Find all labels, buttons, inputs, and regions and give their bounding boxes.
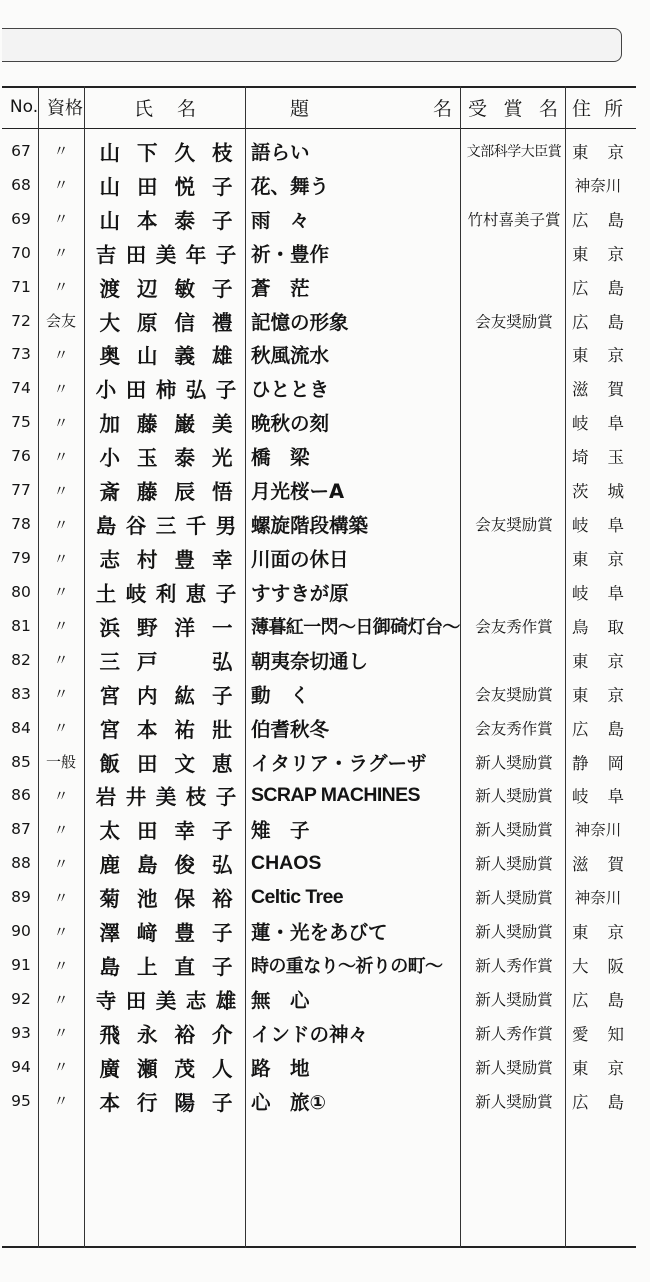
entry-address: 神奈川 (574, 176, 622, 195)
entry-name: 加 藤 巌 美 (99, 412, 233, 437)
entry-award: 文部科学大臣賞 (466, 143, 562, 160)
entry-award: 新人奨励賞 (475, 1058, 553, 1077)
entry-qualification: 〃 (53, 345, 69, 364)
entry-qualification: 〃 (53, 549, 69, 568)
table-row (0, 846, 650, 880)
entry-name: 岩 井 美 枝 子 (95, 785, 237, 810)
table-row (0, 914, 650, 948)
entry-number: 75 (11, 413, 31, 432)
entry-name: 三 戸 弘 (99, 649, 233, 674)
header-award-char: 賞 (503, 97, 523, 120)
entry-name: 飛 永 裕 介 (99, 1022, 233, 1047)
entry-number: 76 (11, 447, 31, 466)
table-row (0, 643, 650, 677)
header-name-char: 氏 (134, 97, 154, 120)
header-no-label: No. (9, 97, 39, 117)
table-row (0, 236, 650, 270)
entry-award: 新人秀作賞 (475, 1024, 553, 1043)
entry-address: 岐 阜 (572, 787, 624, 807)
entry-title: 伯耆秋冬 (251, 717, 330, 741)
table-bottom-rule (2, 1246, 636, 1248)
entry-title: 路 地 (251, 1056, 310, 1080)
header-qualification (44, 88, 86, 126)
entry-address: 茨 城 (572, 482, 624, 502)
entry-address: 東 京 (572, 244, 624, 264)
entry-award: 新人奨励賞 (475, 855, 553, 874)
entry-qualification: 〃 (53, 583, 69, 602)
entry-qualification: 〃 (53, 617, 69, 636)
entry-qualification: 会友 (45, 312, 76, 331)
entry-number: 91 (11, 956, 31, 975)
entry-number: 81 (11, 616, 31, 635)
entry-title: 橋 梁 (251, 446, 310, 470)
entry-award: 新人奨励賞 (475, 1092, 553, 1111)
entry-address: 埼 玉 (572, 448, 624, 468)
entry-number: 68 (11, 175, 31, 194)
entry-title: すすきが原 (251, 581, 349, 605)
table-row (0, 880, 650, 914)
entry-title: 心 旅① (251, 1090, 327, 1114)
entry-number: 87 (11, 820, 31, 839)
entry-address: 東 京 (572, 346, 624, 366)
entry-number: 82 (11, 650, 31, 669)
table-row (0, 405, 650, 439)
table-row (0, 1016, 650, 1050)
entry-address: 神奈川 (574, 821, 622, 840)
entry-title: 蓮・光をあびて (251, 921, 388, 945)
entry-qualification: 〃 (53, 379, 69, 398)
entry-award (464, 270, 564, 304)
entry-address: 広 島 (572, 719, 624, 739)
entry-title: 川面の休日 (251, 548, 349, 572)
entry-number: 80 (11, 582, 31, 601)
entry-number: 86 (11, 786, 31, 805)
table-row (0, 779, 650, 813)
entry-qualification: 〃 (53, 888, 69, 907)
entry-title: CHAOS (251, 851, 322, 874)
table-row (0, 507, 650, 541)
header-address-char: 住 (572, 97, 592, 120)
entry-address: 岐 阜 (572, 414, 624, 434)
entry-title: 晩秋の刻 (251, 412, 330, 436)
entry-number: 94 (11, 1057, 31, 1076)
entry-qualification: 〃 (53, 786, 69, 805)
header-award-char: 名 (538, 97, 558, 120)
entry-address: 大 阪 (572, 957, 624, 977)
entry-title: SCRAP MACHINES (251, 783, 420, 806)
table-row (0, 575, 650, 609)
entry-address: 東 京 (572, 923, 624, 943)
entry-name: 本 行 陽 子 (99, 1090, 233, 1115)
header-bottom-rule (2, 128, 636, 129)
entry-qualification: 〃 (53, 990, 69, 1009)
entry-qualification: 〃 (53, 447, 69, 466)
entry-award: 竹村喜美子賞 (467, 210, 561, 229)
table-row (0, 304, 650, 338)
entry-number: 88 (11, 854, 31, 873)
entry-address: 東 京 (572, 142, 624, 162)
entry-name: 太 田 幸 子 (99, 819, 233, 844)
entry-qualification: 〃 (53, 210, 69, 229)
header-name (90, 88, 240, 126)
entry-award (464, 236, 564, 270)
entry-name: 山 下 久 枝 (99, 140, 233, 165)
table-row (0, 473, 650, 507)
entry-award: 会友奨励賞 (475, 312, 553, 331)
entry-qualification: 〃 (53, 413, 69, 432)
entry-qualification: 〃 (53, 278, 69, 297)
entry-qualification: 〃 (53, 956, 69, 975)
entry-qualification: 〃 (53, 719, 69, 738)
entry-qualification: 〃 (53, 922, 69, 941)
entry-qualification: 〃 (53, 651, 69, 670)
header-address-char: 所 (603, 97, 623, 120)
entry-name: 小 玉 泰 光 (99, 446, 233, 471)
table-row (0, 168, 650, 202)
entry-address: 愛 知 (572, 1024, 624, 1044)
entry-address: 静 岡 (572, 753, 624, 773)
entry-number: 93 (11, 1023, 31, 1042)
header-title-char: 名 (432, 97, 452, 120)
entry-award: 新人奨励賞 (475, 923, 553, 942)
entry-address: 岐 阜 (572, 583, 624, 603)
header-award-char: 受 (468, 97, 488, 120)
entry-name: 鹿 島 俊 弘 (99, 853, 233, 878)
entry-title: 雉 子 (251, 819, 310, 843)
entry-award (464, 473, 564, 507)
entry-award: 新人奨励賞 (475, 889, 553, 908)
entry-list (0, 134, 650, 1118)
header-band (2, 28, 622, 62)
entry-award (464, 643, 564, 677)
entry-qualification: 〃 (53, 854, 69, 873)
entry-qualification: 〃 (53, 1058, 69, 1077)
entry-address: 神奈川 (574, 889, 622, 908)
entry-address: 滋 賀 (572, 380, 624, 400)
header-address (569, 88, 627, 126)
header-name-char: 名 (176, 97, 196, 120)
entry-number: 83 (11, 684, 31, 703)
entry-qualification: 〃 (53, 1092, 69, 1111)
entry-number: 69 (11, 209, 31, 228)
table-row (0, 982, 650, 1016)
entry-qualification: 〃 (53, 142, 69, 161)
entry-name: 寺 田 美 志 雄 (95, 989, 237, 1013)
entry-award: 新人奨励賞 (475, 821, 553, 840)
entry-award: 新人奨励賞 (475, 991, 553, 1009)
entry-address: 広 島 (572, 210, 624, 230)
table-row (0, 677, 650, 711)
entry-title: 朝夷奈切通し (251, 649, 369, 673)
entry-number: 90 (11, 922, 31, 941)
table-row (0, 711, 650, 745)
entry-address: 広 島 (572, 991, 624, 1010)
entry-qualification: 〃 (53, 515, 69, 534)
entry-number: 74 (11, 379, 31, 398)
entry-number: 95 (11, 1091, 31, 1110)
entry-name: 廣 瀬 茂 人 (99, 1056, 233, 1081)
entry-name: 菊 池 保 裕 (99, 887, 233, 912)
entry-address: 東 京 (572, 1058, 624, 1078)
table-row (0, 1050, 650, 1084)
entry-address: 滋 賀 (572, 855, 624, 875)
entry-title: 秋風流水 (251, 344, 330, 368)
entry-qualification: 〃 (53, 481, 69, 500)
entry-name: 山 田 悦 子 (99, 174, 233, 199)
entry-title: ひととき (251, 378, 330, 402)
header-no (8, 88, 40, 126)
entry-award: 会友奨励賞 (475, 685, 553, 704)
entry-qualification: 〃 (53, 820, 69, 839)
entry-number: 77 (11, 481, 31, 500)
entry-award (464, 575, 564, 609)
entry-title: 雨 々 (251, 208, 310, 232)
entry-title: Celtic Tree (251, 885, 344, 908)
entry-title: イタリア・ラグーザ (251, 751, 427, 775)
entry-award (464, 541, 564, 575)
entry-name: 山 本 泰 子 (99, 208, 233, 233)
entry-name: 宮 内 紘 子 (99, 683, 233, 708)
entry-award (464, 338, 564, 372)
entry-award (464, 405, 564, 439)
entry-name: 島 上 直 子 (99, 955, 233, 980)
entry-name: 吉 田 美 年 子 (95, 242, 237, 267)
entry-number: 73 (11, 345, 31, 364)
table-row (0, 371, 650, 405)
table-row (0, 948, 650, 982)
entry-title: 祈・豊作 (251, 242, 330, 266)
entry-name: 澤 﨑 豊 子 (99, 921, 233, 946)
entry-qualification: 〃 (53, 244, 69, 263)
entry-name: 宮 本 祐 壯 (99, 717, 233, 742)
entry-title: 記憶の形象 (251, 310, 349, 334)
entry-name: 斎 藤 辰 悟 (99, 480, 233, 505)
entry-award (464, 371, 564, 405)
header-title-char: 題 (290, 97, 310, 120)
table-row (0, 134, 650, 168)
entry-award (464, 439, 564, 473)
entry-address: 東 京 (572, 685, 624, 705)
entry-name: 志 村 豊 幸 (99, 548, 233, 573)
entry-address: 東 京 (572, 550, 624, 570)
entry-title: 語らい (251, 140, 310, 164)
entry-title: インドの神々 (251, 1022, 369, 1046)
table-row (0, 338, 650, 372)
entry-address: 広 島 (572, 312, 624, 332)
entry-name: 小 田 柿 弘 子 (95, 378, 237, 403)
entry-award: 新人奨励賞 (475, 787, 553, 806)
entry-award: 会友秀作賞 (475, 719, 553, 738)
entry-name: 飯 田 文 恵 (99, 751, 233, 776)
entry-award: 新人秀作賞 (475, 957, 553, 976)
entry-qualification: 〃 (53, 685, 69, 704)
entry-address: 岐 阜 (572, 516, 624, 536)
table-row (0, 202, 650, 236)
entry-title: 薄暮紅一閃〜日御碕灯台〜 (251, 616, 460, 638)
entry-award (464, 168, 564, 202)
entry-name: 土 岐 利 恵 子 (95, 581, 237, 606)
entry-number: 89 (11, 888, 31, 907)
entry-title: 動 く (251, 683, 310, 707)
entry-number: 79 (11, 549, 31, 568)
entry-name: 島 谷 三 千 男 (95, 514, 237, 539)
table-row (0, 541, 650, 575)
table-row (0, 745, 650, 779)
header-award (462, 88, 564, 126)
entry-qualification: 〃 (53, 176, 69, 195)
table-row (0, 439, 650, 473)
entry-name: 大 原 信 禮 (99, 310, 233, 335)
entry-name: 渡 辺 敏 子 (99, 276, 233, 301)
entry-name: 浜 野 洋 一 (99, 615, 233, 640)
entry-address: 東 京 (572, 651, 624, 671)
entry-title: 時の重なり〜祈りの町〜 (251, 956, 443, 978)
entry-address: 広 島 (572, 278, 624, 298)
entry-title: 無 心 (251, 989, 310, 1012)
entry-number: 85 (11, 752, 31, 771)
entry-number: 84 (11, 718, 31, 737)
entry-qualification: 〃 (53, 1024, 69, 1043)
entry-title: 螺旋階段構築 (251, 514, 369, 538)
entry-award: 会友秀作賞 (475, 617, 553, 636)
entry-qualification: 一般 (45, 753, 76, 772)
table-row (0, 812, 650, 846)
entry-address: 広 島 (572, 1092, 624, 1112)
table-row (0, 270, 650, 304)
entry-award: 会友奨励賞 (475, 516, 553, 535)
entry-number: 72 (11, 311, 31, 330)
entry-number: 67 (11, 141, 31, 160)
entry-number: 92 (11, 990, 31, 1008)
entry-number: 70 (11, 243, 31, 262)
entry-number: 71 (11, 277, 31, 296)
entry-address: 鳥 取 (572, 617, 624, 637)
entry-name: 奥 山 義 雄 (99, 344, 233, 369)
entry-title: 蒼 茫 (251, 276, 310, 300)
entry-number: 78 (11, 515, 31, 534)
table-row (0, 609, 650, 643)
header-title (250, 88, 460, 126)
header-qualification-label: 資格 (47, 98, 83, 119)
entry-title: 月光桜ーA (251, 480, 345, 504)
entry-award: 新人奨励賞 (475, 753, 553, 772)
table-row (0, 1084, 650, 1118)
entry-title: 花、舞う (251, 174, 330, 198)
